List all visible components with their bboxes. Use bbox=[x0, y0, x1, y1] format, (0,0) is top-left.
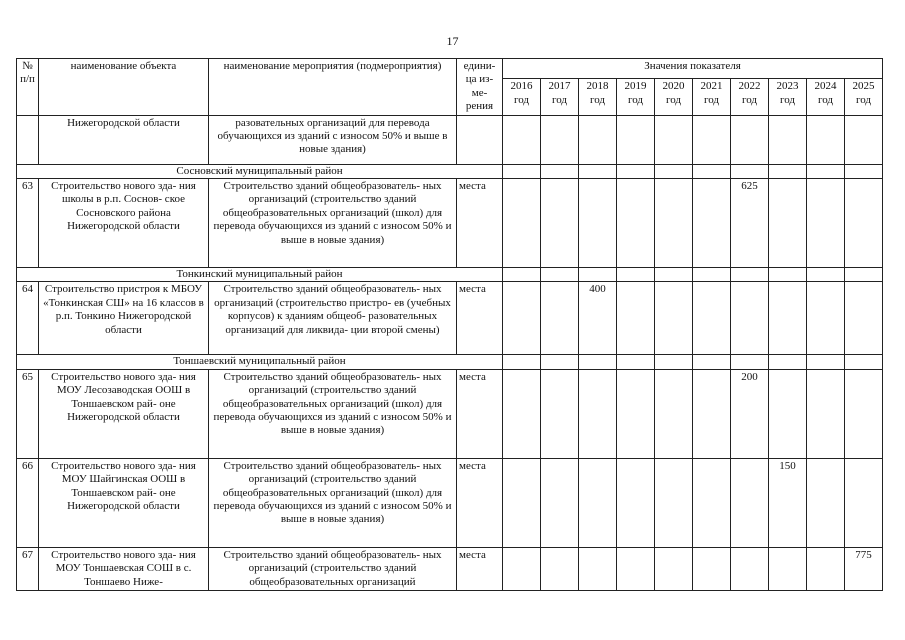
value-cell bbox=[503, 547, 541, 590]
row-unit: места bbox=[457, 547, 503, 590]
value-cell bbox=[617, 547, 655, 590]
value-cell bbox=[655, 547, 693, 590]
value-cell bbox=[731, 547, 769, 590]
value-cell bbox=[845, 115, 883, 164]
row-object: Строительство нового зда- ния школы в р.п. Соснов- ское Сосновского района Нижегородской области bbox=[39, 179, 209, 268]
header-year: 2020 год bbox=[655, 79, 693, 116]
value-cell: 400 bbox=[579, 282, 617, 355]
value-cell bbox=[541, 547, 579, 590]
value-cell bbox=[845, 458, 883, 547]
value-cell bbox=[503, 369, 541, 458]
table-row bbox=[17, 179, 883, 268]
page-number: 17 bbox=[446, 34, 459, 48]
row-object: Строительство нового зда- ния МОУ Тоншаевская СОШ в с. Тоншаево Ниже- bbox=[39, 547, 209, 590]
value-cell: 625 bbox=[731, 179, 769, 268]
value-cell bbox=[579, 547, 617, 590]
row-measure: Строительство зданий общеобразователь- ных организаций (строительство пристро- ев (учебных корпусов) к зданиям общеоб- разовательных организаций для ликвида- ции второй смены) bbox=[209, 282, 457, 355]
value-cell bbox=[769, 547, 807, 590]
value-cell bbox=[693, 547, 731, 590]
value-cell bbox=[807, 282, 845, 355]
header-year: 2019 год bbox=[617, 79, 655, 116]
district-name: Сосновский муниципальный район bbox=[17, 164, 503, 178]
district-row bbox=[17, 164, 883, 178]
row-num: 63 bbox=[17, 179, 39, 268]
header-year: 2017 год bbox=[541, 79, 579, 116]
row-unit bbox=[457, 115, 503, 164]
header-year: 2021 год bbox=[693, 79, 731, 116]
row-num: 66 bbox=[17, 458, 39, 547]
header-year: 2025 год bbox=[845, 79, 883, 116]
value-cell bbox=[769, 179, 807, 268]
value-cell bbox=[541, 179, 579, 268]
value-cell bbox=[693, 179, 731, 268]
value-cell bbox=[731, 282, 769, 355]
value-cell bbox=[503, 179, 541, 268]
value-cell bbox=[541, 369, 579, 458]
value-cell bbox=[693, 115, 731, 164]
table-row bbox=[17, 369, 883, 458]
district-row bbox=[17, 355, 883, 369]
value-cell bbox=[807, 458, 845, 547]
row-object: Строительство нового зда- ния МОУ Шайгинская ООШ в Тоншаевском рай- оне Нижегородской области bbox=[39, 458, 209, 547]
value-cell bbox=[655, 282, 693, 355]
row-unit: места bbox=[457, 369, 503, 458]
value-cell bbox=[617, 115, 655, 164]
row-num bbox=[17, 115, 39, 164]
value-cell bbox=[541, 282, 579, 355]
value-cell: 775 bbox=[845, 547, 883, 590]
header-measure: наименование мероприятия (подмероприятия) bbox=[209, 59, 457, 116]
district-name: Тонкинский муниципальный район bbox=[17, 268, 503, 282]
header-object: наименование объекта bbox=[39, 59, 209, 116]
table-header bbox=[17, 59, 883, 116]
header-year: 2016 год bbox=[503, 79, 541, 116]
value-cell bbox=[731, 458, 769, 547]
row-unit: места bbox=[457, 458, 503, 547]
value-cell bbox=[617, 179, 655, 268]
value-cell bbox=[769, 115, 807, 164]
value-cell bbox=[579, 458, 617, 547]
value-cell bbox=[807, 547, 845, 590]
value-cell bbox=[807, 115, 845, 164]
row-num: 64 bbox=[17, 282, 39, 355]
row-object: Строительство нового зда- ния МОУ Лесозаводская ООШ в Тоншаевском рай- оне Нижегородской области bbox=[39, 369, 209, 458]
value-cell bbox=[541, 115, 579, 164]
value-cell bbox=[693, 458, 731, 547]
value-cell bbox=[845, 179, 883, 268]
row-measure: разовательных организаций для перевода обучающихся из зданий с износом 50% и выше в новые здания) bbox=[209, 115, 457, 164]
header-year: 2023 год bbox=[769, 79, 807, 116]
value-cell bbox=[693, 282, 731, 355]
row-unit: места bbox=[457, 179, 503, 268]
row-object: Нижегородской области bbox=[39, 115, 209, 164]
value-cell bbox=[617, 282, 655, 355]
row-unit: места bbox=[457, 282, 503, 355]
value-cell bbox=[655, 369, 693, 458]
row-measure: Строительство зданий общеобразователь- ных организаций (строительство зданий общеобразовательных организаций (школ) для перевода обучающихся из зданий с износом 50% и выше в новые здания) bbox=[209, 369, 457, 458]
table-row bbox=[17, 458, 883, 547]
header-year: 2022 год bbox=[731, 79, 769, 116]
table-row bbox=[17, 282, 883, 355]
row-measure: Строительство зданий общеобразователь- ных организаций (строительство зданий общеобразовательных организаций (школ) для перевода обучающихся из зданий с износом 50% и выше в новые здания) bbox=[209, 179, 457, 268]
value-cell bbox=[807, 179, 845, 268]
district-row bbox=[17, 268, 883, 282]
header-unit: едини- ца из- ме- рения bbox=[457, 59, 503, 116]
table-row bbox=[17, 547, 883, 590]
value-cell bbox=[655, 179, 693, 268]
header-num: № п/п bbox=[17, 59, 39, 116]
value-cell bbox=[769, 282, 807, 355]
value-cell bbox=[579, 369, 617, 458]
row-num: 67 bbox=[17, 547, 39, 590]
value-cell bbox=[693, 369, 731, 458]
header-year: 2018 год bbox=[579, 79, 617, 116]
value-cell bbox=[617, 458, 655, 547]
district-name: Тоншаевский муниципальный район bbox=[17, 355, 503, 369]
table-row-continuation bbox=[17, 115, 883, 164]
value-cell bbox=[503, 115, 541, 164]
header-values-title: Значения показателя bbox=[503, 59, 883, 79]
row-measure: Строительство зданий общеобразователь- ных организаций (строительство зданий общеобразовательных организаций (школ) для перевода обучающихся из зданий с износом 50% и выше в новые здания) bbox=[209, 458, 457, 547]
value-cell: 200 bbox=[731, 369, 769, 458]
value-cell bbox=[655, 115, 693, 164]
value-cell bbox=[579, 115, 617, 164]
indicators-table bbox=[16, 58, 883, 591]
value-cell bbox=[769, 369, 807, 458]
value-cell bbox=[845, 282, 883, 355]
value-cell bbox=[807, 369, 845, 458]
row-measure: Строительство зданий общеобразователь- ных организаций (строительство зданий общеобразовательных организаций bbox=[209, 547, 457, 590]
value-cell bbox=[503, 458, 541, 547]
value-cell bbox=[731, 115, 769, 164]
row-num: 65 bbox=[17, 369, 39, 458]
value-cell: 150 bbox=[769, 458, 807, 547]
value-cell bbox=[617, 369, 655, 458]
value-cell bbox=[655, 458, 693, 547]
row-object: Строительство пристроя к МБОУ «Тонкинская СШ» на 16 классов в р.п. Тонкино Нижегородской области bbox=[39, 282, 209, 355]
header-year: 2024 год bbox=[807, 79, 845, 116]
value-cell bbox=[541, 458, 579, 547]
value-cell bbox=[579, 179, 617, 268]
value-cell bbox=[503, 282, 541, 355]
value-cell bbox=[845, 369, 883, 458]
